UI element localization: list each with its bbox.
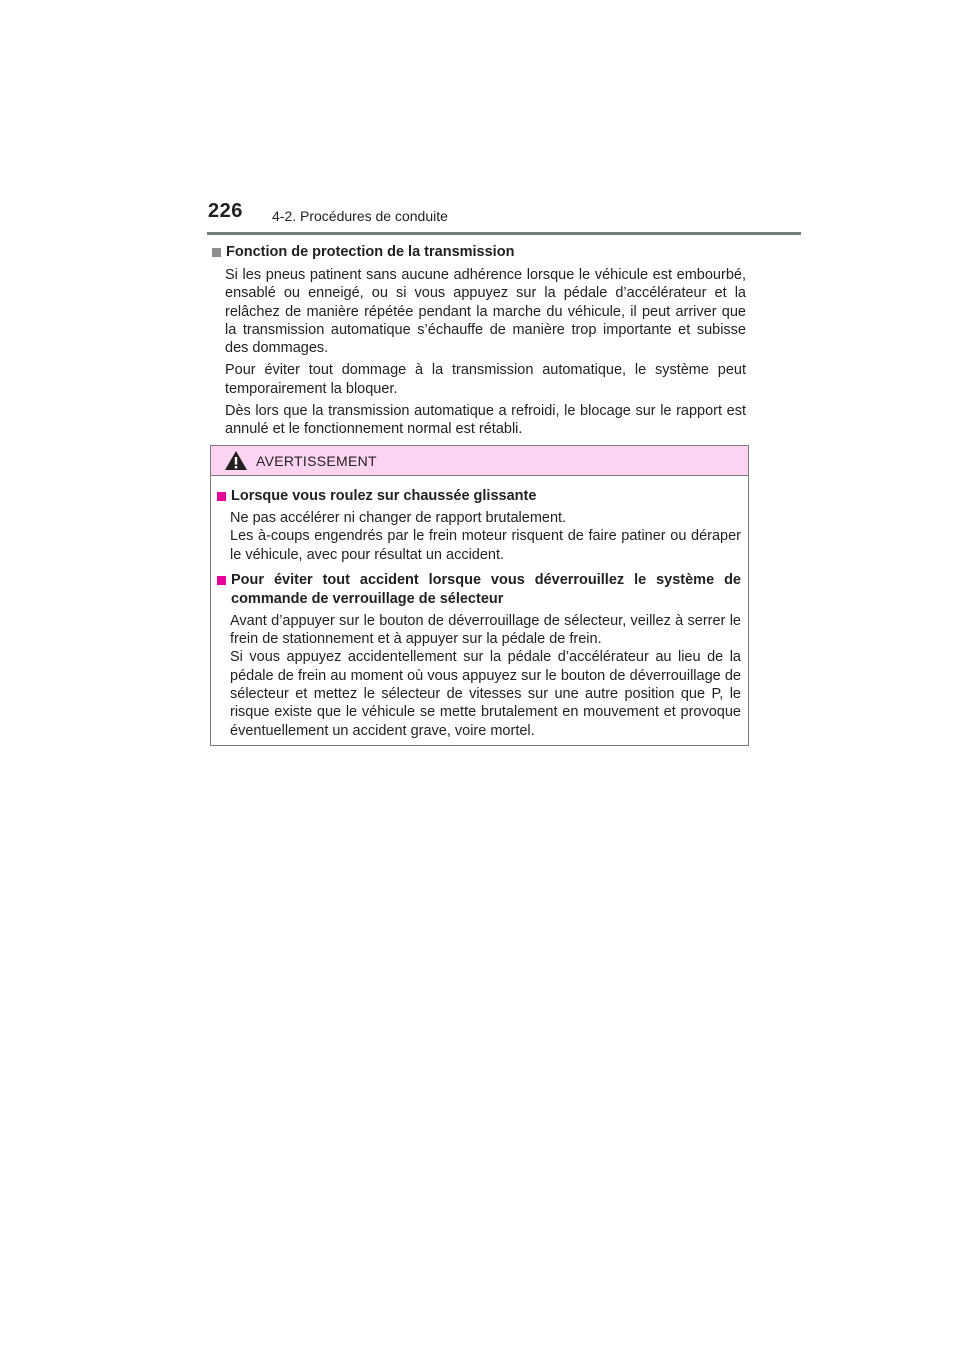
transmission-heading-text: Fonction de protection de la transmission bbox=[226, 244, 515, 260]
warning-item-line: Les à-coups engendrés par le frein moteur risquent de faire patiner ou déraper le véhicule, avec pour résultat un accident. bbox=[230, 528, 741, 563]
transmission-paragraph: Si les pneus patinent sans aucune adhérence lorsque le véhicule est embourbé, ensablé ou enneigé, ou si vous appuyez sur la pédale d’accélérateur et la relâchez de manière répétée pendant la marche du véhicule, il peut arriver que la transmission automatique s’échauffe de manière trop importante et subisse des dommages. bbox=[225, 267, 746, 357]
warning-item-heading bbox=[217, 487, 741, 506]
pink-square-bullet-icon bbox=[217, 576, 226, 585]
warning-box bbox=[210, 445, 749, 746]
warning-title: AVERTISSEMENT bbox=[256, 452, 377, 469]
warning-item-heading-text: Lorsque vous roulez sur chaussée glissante bbox=[231, 488, 537, 504]
warning-triangle-icon bbox=[224, 450, 248, 471]
header-rule bbox=[207, 232, 801, 235]
warning-item-line: Si vous appuyez accidentellement sur la pédale d’accélérateur au lieu de la pédale de frein au moment où vous appuyez sur le bouton de déverrouillage de sélecteur et mettez le sélecteur de vitesses sur une autre position que P, le risque existe que le véhicule se mette brutalement en mouvement et provoque éventuellement un accident grave, voire mortel. bbox=[230, 649, 741, 739]
transmission-paragraph: Dès lors que la transmission automatique a refroidi, le blocage sur le rapport est annulé et le fonctionnement normal est rétabli. bbox=[225, 403, 746, 438]
section-title: 4-2. Procédures de conduite bbox=[272, 208, 448, 224]
transmission-section bbox=[212, 243, 746, 439]
warning-item-heading bbox=[217, 571, 741, 609]
transmission-paragraph: Pour éviter tout dommage à la transmission automatique, le système peut temporairement la bloquer. bbox=[225, 362, 746, 397]
page-number: 226 bbox=[208, 200, 243, 222]
warning-item-heading-text: Pour éviter tout accident lorsque vous déverrouillez le système de commande de verrouillage de sélecteur bbox=[231, 571, 741, 607]
warning-header bbox=[211, 446, 748, 476]
transmission-heading bbox=[212, 243, 746, 262]
warning-item-line: Ne pas accélérer ni changer de rapport brutalement. bbox=[230, 510, 567, 526]
square-bullet-icon bbox=[212, 248, 221, 257]
pink-square-bullet-icon bbox=[217, 492, 226, 501]
warning-body bbox=[211, 476, 748, 740]
warning-item-line: Avant d’appuyer sur le bouton de déverrouillage de sélecteur, veillez à serrer le frein de stationnement et à appuyer sur la pédale de frein. bbox=[230, 612, 741, 648]
